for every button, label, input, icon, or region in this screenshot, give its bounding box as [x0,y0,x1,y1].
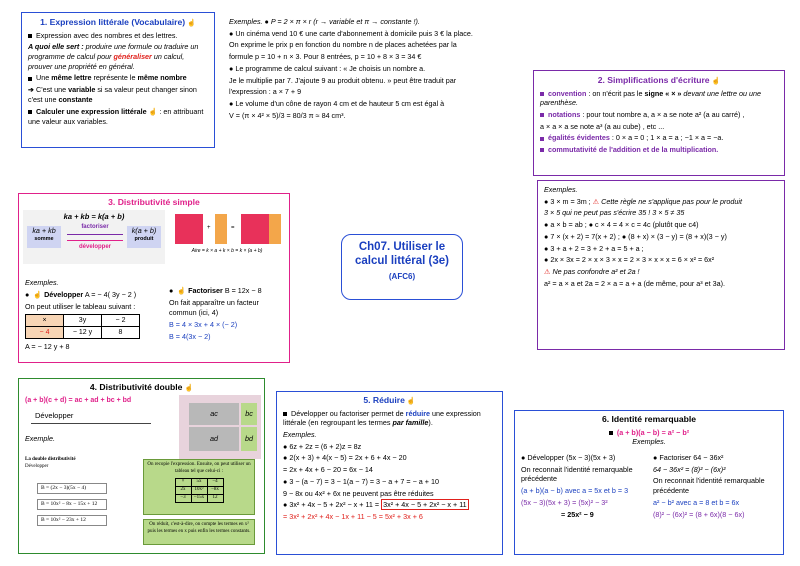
chapter-title-box [341,234,463,300]
pointer-icon: ☝ [33,291,43,299]
double-distributivity-example: La double distributivité Développer B = (2x − 3)(5x − 4) B = 10x² − 8x − 15x + 12 B = 10x² − 23x + 12 On recopie l'expression. Ensuite, on peut utiliser un tableau tel que celui-ci : × 5x −4 2x 10x² −8x −3 −15x 12 On réduit, c'est-à-dire, on compte les termes en x² puis les termes en x puis enfin les termes constants. [25,457,257,549]
sum-box: ka + kb somme [27,226,61,248]
section-title: 6. Identité remarquable [601,414,697,424]
pointer-icon: ☝ [187,20,196,27]
area-diagram: + = Aire = k × a + k × b = k × (a + b) [169,210,285,264]
product-box: k(a + b) produit [127,226,161,248]
pointer-icon: ☝ [148,108,158,116]
pointer-icon: ☝ [406,398,416,405]
section-title: 2. Simplifications d'écriture ☝ [597,75,721,85]
formula: (a + b)(c + d) = ac + ad + bc + bd [25,396,132,404]
pointer-icon: ☝ [177,288,187,295]
arrow-left [67,240,123,241]
section-expression-litterale: 1. Expression littérale (Vocabulaire) ☝ Expression avec des nombres et des lettres. A quoi elle sert : produire une formule ou traduire un programme de calcul pour généraliser un calcul, prouver une propriété en général. Une même lettre représente le même nombre ➔ C'est une variable si sa valeur peut changer sinon c'est une constante Calculer une expression littérale ☝ : en attribuant une valeur aux variables. [21,12,215,148]
section-title: 1. Expression littérale (Vocabulaire) ☝ [40,17,196,27]
developper-label: développer [78,244,111,250]
section-distributivite-simple: 3. Distributivité simple ka + kb = k(a + b) ka + kb somme k(a + b) produit factoriser développer + = Aire = k × a + k × b = k × (a + b) Exemples. ● ☝ Développer A = − 4( 3y − 2 ) On peut utiliser le tableau suivant : × 3y − 2 − 4 − 12 y 8 A = − 12 y + 8 ● ☝ Factoriser B = 12x − 8 On fait apparaître un facteur commun (ici, 4) B = 4 × 3x + 4 × (− 2) B = 4(3x − 2) [18,193,290,363]
pointer-icon: ☝ [184,385,194,392]
warning-icon: ⚠ [592,196,600,206]
section-distributivite-double: 4. Distributivité double ☝ (a + b)(c + d) = ac + ad + bc + bd Développer Exemple. ac bc ad bd La double distributivité Développer B = (2x − 3)(5x − 4) B = 10x² − 8x − 15x + 12 B = 10x² − 23x + 12 On recopie l'expression. Ensuite, on peut utiliser un tableau tel que celui-ci : × 5x −4 2x 10x² −8x −3 −15x 12 On réduit, c'est-à-dire, on compte les termes en x² puis les termes en x puis enfin les termes constants. [18,378,265,554]
examples-expression-litterale: Exemples. ● P = 2 × π × r (r → variable et π → constante !). ● Un cinéma vend 10 € une carte d'abonnement à domicile puis 3 € la place. On exprime le prix p en fonction du nombre n de places achetées par la formule p = 10 + n × 3. Pour 8 entrées, p = 10 + 8 × 3 = 34 € ● Le programme de calcul suivant : « Je choisis un nombre a. Je le multiplie par 7. J'ajoute 9 au produit obtenu. » peut être traduit par l'expression : a × 7 + 9 ● Le volume d'un cône de rayon 4 cm et de hauteur 5 cm est égal à V = (π × 4² × 5)/3 = 80/3 π ≈ 84 cm³. [225,15,510,148]
formula: (a + b)(a − b) = a² − b² [521,428,777,438]
arrow-icon: ➔ [28,85,35,95]
section-identite-remarquable: 6. Identité remarquable (a + b)(a − b) = a² − b² Exemples. ● Développer (5x − 3)(5x + 3) On reconnait l'identité remarquable précédente (a + b)(a − b) avec a = 5x et b = 3 (5x − 3)(5x + 3) = (5x)² − 3² = 25x² − 9 ● Factoriser 64 − 36x² 64 − 36x² = (8)² − (6x)² On reconnait l'identité remarquable précédente a² − b² avec a = 8 et b = 6x (8)² − (6x)² = (8 + 6x)(8 − 6x) [514,410,784,555]
formula-panel [23,210,165,264]
multiplication-table: × 3y − 2 − 4 − 12 y 8 [25,314,140,339]
pointer-icon: ☝ [711,78,721,85]
area-grid: ac bc ad bd [179,395,261,459]
section-title: 3. Distributivité simple [108,197,200,207]
chapter-code: (AFC6) [388,271,416,281]
examples-simplifications: Exemples. ● 3 × m = 3m ; ⚠ Cette règle ne s'applique pas pour le produit 3 × 5 qui ne peut pas s'écrire 35 ! 3 × 5 ≠ 35 ● a × b = ab ; ● c × 4 = 4 × c = 4c (plutôt que c4) ● 7 × (x + 2) = 7(x + 2) ; ● (8 + x) × (3 − y) = (8 + x)(3 − y) ● 3 + a + 2 = 3 + 2 + a = 5 + a ; ● 2x × 3x = 2 × x × 3 × x = 2 × 3 × x × x = 6 × x² = 6x² ⚠ Ne pas confondre a² et 2a ! a² = a × a et 2a = 2 × a = a + a (de même, pour a³ et 3a). [537,180,785,350]
arrow-right [67,234,123,235]
formula: ka + kb = k(a + b) [63,212,125,221]
section-title: 4. Distributivité double ☝ [89,382,194,392]
warning-icon: ⚠ [544,267,551,277]
section-title: 5. Réduire ☝ [363,395,416,405]
factoriser-label: factoriser [81,224,109,230]
chapter-title: Ch07. Utiliser le calcul littéral (3e) [355,241,449,267]
section-simplifications: 2. Simplifications d'écriture ☝ convention : on n'écrit pas le signe « × » devant une lettre ou une parenthèse. notations : pour tout nombre a, a × a se note a² (a au carré) , a × a × a se note a³ (a au cube) , etc ... égalités évidentes : 0 × a = 0 ; 1 × a = a ; −1 × a = −a. commutativité de l'addition et de la multiplication. [533,70,785,176]
arrow-right [31,423,151,424]
section-reduire: 5. Réduire ☝ Développer ou factoriser permet de réduire une expression littérale (en regroupant les termes par famille). Exemples. ● 6z + 2z = (6 + 2)z = 8z ● 2(x + 3) + 4(x − 5) = 2x + 6 + 4x − 20 = 2x + 4x + 6 − 20 = 6x − 14 ● 3 − (a − 7) = 3 − 1(a − 7) = 3 − a + 7 = − a + 10 9 − 8x ou 4x² + 6x ne peuvent pas être réduites ● 3x² + 4x − 5 + 2x² − x + 11 = 3x² + 4x − 5 + 2x² − x + 11 = 3x² + 2x² + 4x − 1x + 11 − 5 = 5x² + 3x + 6 [276,391,503,555]
